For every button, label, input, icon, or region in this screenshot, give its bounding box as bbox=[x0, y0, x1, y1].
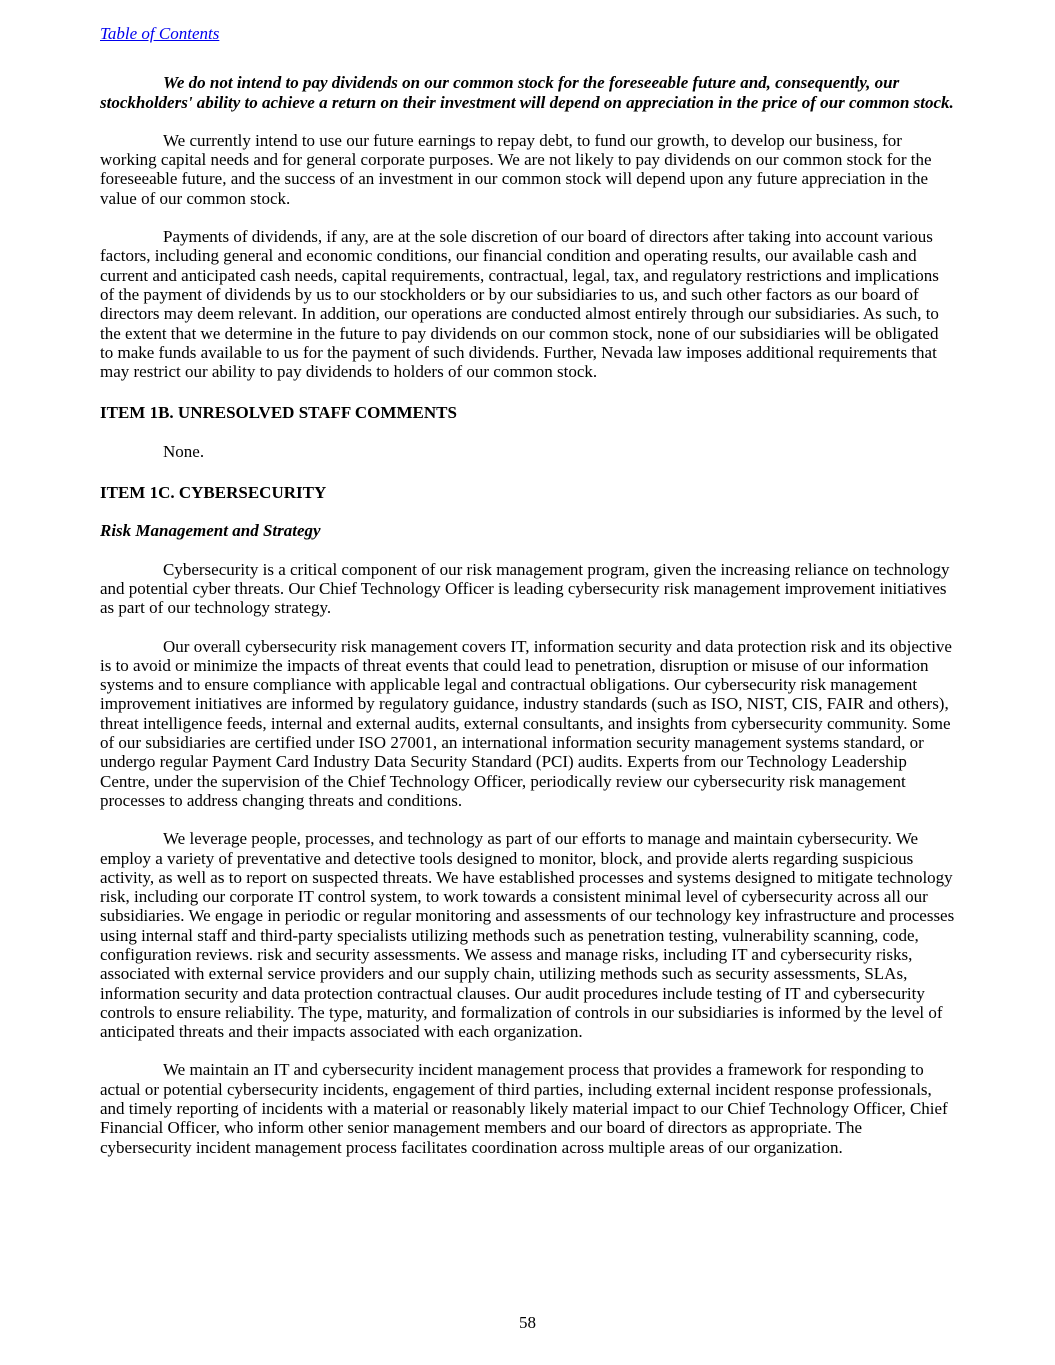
paragraph-future-earnings: We currently intend to use our future earnings to repay debt, to fund our growth, to develop our business, for working capital needs and for general corporate purposes. We are not likely to pay dividends on our common stock for the foreseeable future, and the success of an investment in our common stock will depend upon any future appreciation in the value of our common stock. bbox=[100, 130, 932, 208]
toc-line bbox=[100, 24, 955, 43]
paragraph-payments-of-dividends: Payments of dividends, if any, are at the sole discretion of our board of directors after taking into account various factors, including general and economic conditions, our financial condition and operating results, our available cash and current and anticipated cash needs, capital requirements, contractual, legal, tax, and regulatory restrictions and implications of the payment of dividends by us to our stockholders or by our subsidiaries to us, and such other factors as our board of directors may deem relevant. In addition, our operations are conducted almost entirely through our subsidiaries. As such, to the extent that we determine in the future to pay dividends on our common stock, none of our subsidiaries will be obligated to make funds available to us for the payment of such dividends. Further, Nevada law imposes additional requirements that may restrict our ability to pay dividends to holders of our common stock. bbox=[100, 227, 939, 382]
paragraph-overall-cybersecurity-risk-management: Our overall cybersecurity risk management covers IT, information security and data protection risk and its objective is to avoid or minimize the impacts of threat events that could lead to penetration, disruption or misuse of our information systems and to ensure compliance with applicable legal and contractual obligations. Our cybersecurity risk management improvement initiatives are informed by regulatory guidance, industry standards (such as ISO, NIST, CIS, FAIR and others), threat intelligence feeds, internal and external audits, external consultants, and insights from cybersecurity community. Some of our subsidiaries are certified under ISO 27001, an international information security management systems standard, or undergo regular Payment Card Industry Data Security Standard (PCI) audits. Experts from our Technology Leadership Centre, under the supervision of the Chief Technology Officer, periodically review our cybersecurity risk management processes to address changing threats and conditions. bbox=[100, 636, 952, 810]
paragraph-cybersecurity-critical-component: Cybersecurity is a critical component of our risk management program, given the increasing reliance on technology and potential cyber threats. Our Chief Technology Officer is leading cybersecurity risk management improvement initiatives as part of our technology strategy. bbox=[100, 559, 950, 618]
paragraph-people-processes-technology: We leverage people, processes, and technology as part of our efforts to manage and maintain cybersecurity. We employ a variety of preventative and detective tools designed to monitor, block, and provide alerts regarding suspicious activity, as well as to report on suspected threats. We have established processes and systems designed to mitigate technology risk, including our corporate IT control system, to work towards a consistent minimal level of cybersecurity across all our subsidiaries. We engage in periodic or regular monitoring and assessments of our technology key infrastructure and processes using internal staff and third-party specialists utilizing methods such as penetration testing, vulnerability scanning, code, configuration reviews. risk and security assessments. We assess and manage risks, including IT and cybersecurity risks, associated with external service providers and our supply chain, utilizing methods such as security assessments, SLAs, information security and data protection contractual clauses. Our audit procedures include testing of IT and cybersecurity controls to ensure reliability. The type, maturity, and formalization of controls in our subsidiaries is informed by the level of anticipated threats and their impacts associated with each organization. bbox=[100, 829, 955, 1042]
heading-item-1b-unresolved-staff-comments: ITEM 1B. UNRESOLVED STAFF COMMENTS bbox=[100, 403, 457, 423]
heading-item-1c-cybersecurity: ITEM 1C. CYBERSECURITY bbox=[100, 483, 327, 503]
intro-statement-dividends: We do not intend to pay dividends on our common stock for the foreseeable future and, consequently, our stockholders' ability to achieve a return on their investment will depend on appreciation in the price of our common stock. bbox=[100, 73, 954, 112]
paragraph-none: None. bbox=[163, 441, 205, 461]
paragraph-incident-management-process: We maintain an IT and cybersecurity incident management process that provides a framework for responding to actual or potential cybersecurity incidents, engagement of third parties, including external incident response professionals, and timely reporting of incidents with a material or reasonably likely material impact to our Chief Technology Officer, Chief Financial Officer, who inform other senior management members and our board of directors as appropriate. The cybersecurity incident management process facilitates coordination across multiple areas of our organization. bbox=[100, 1060, 948, 1157]
table-of-contents-link[interactable]: Table of Contents bbox=[100, 24, 220, 43]
subheading-risk-management-and-strategy: Risk Management and Strategy bbox=[100, 521, 321, 541]
page-number: 58 bbox=[519, 1312, 536, 1332]
